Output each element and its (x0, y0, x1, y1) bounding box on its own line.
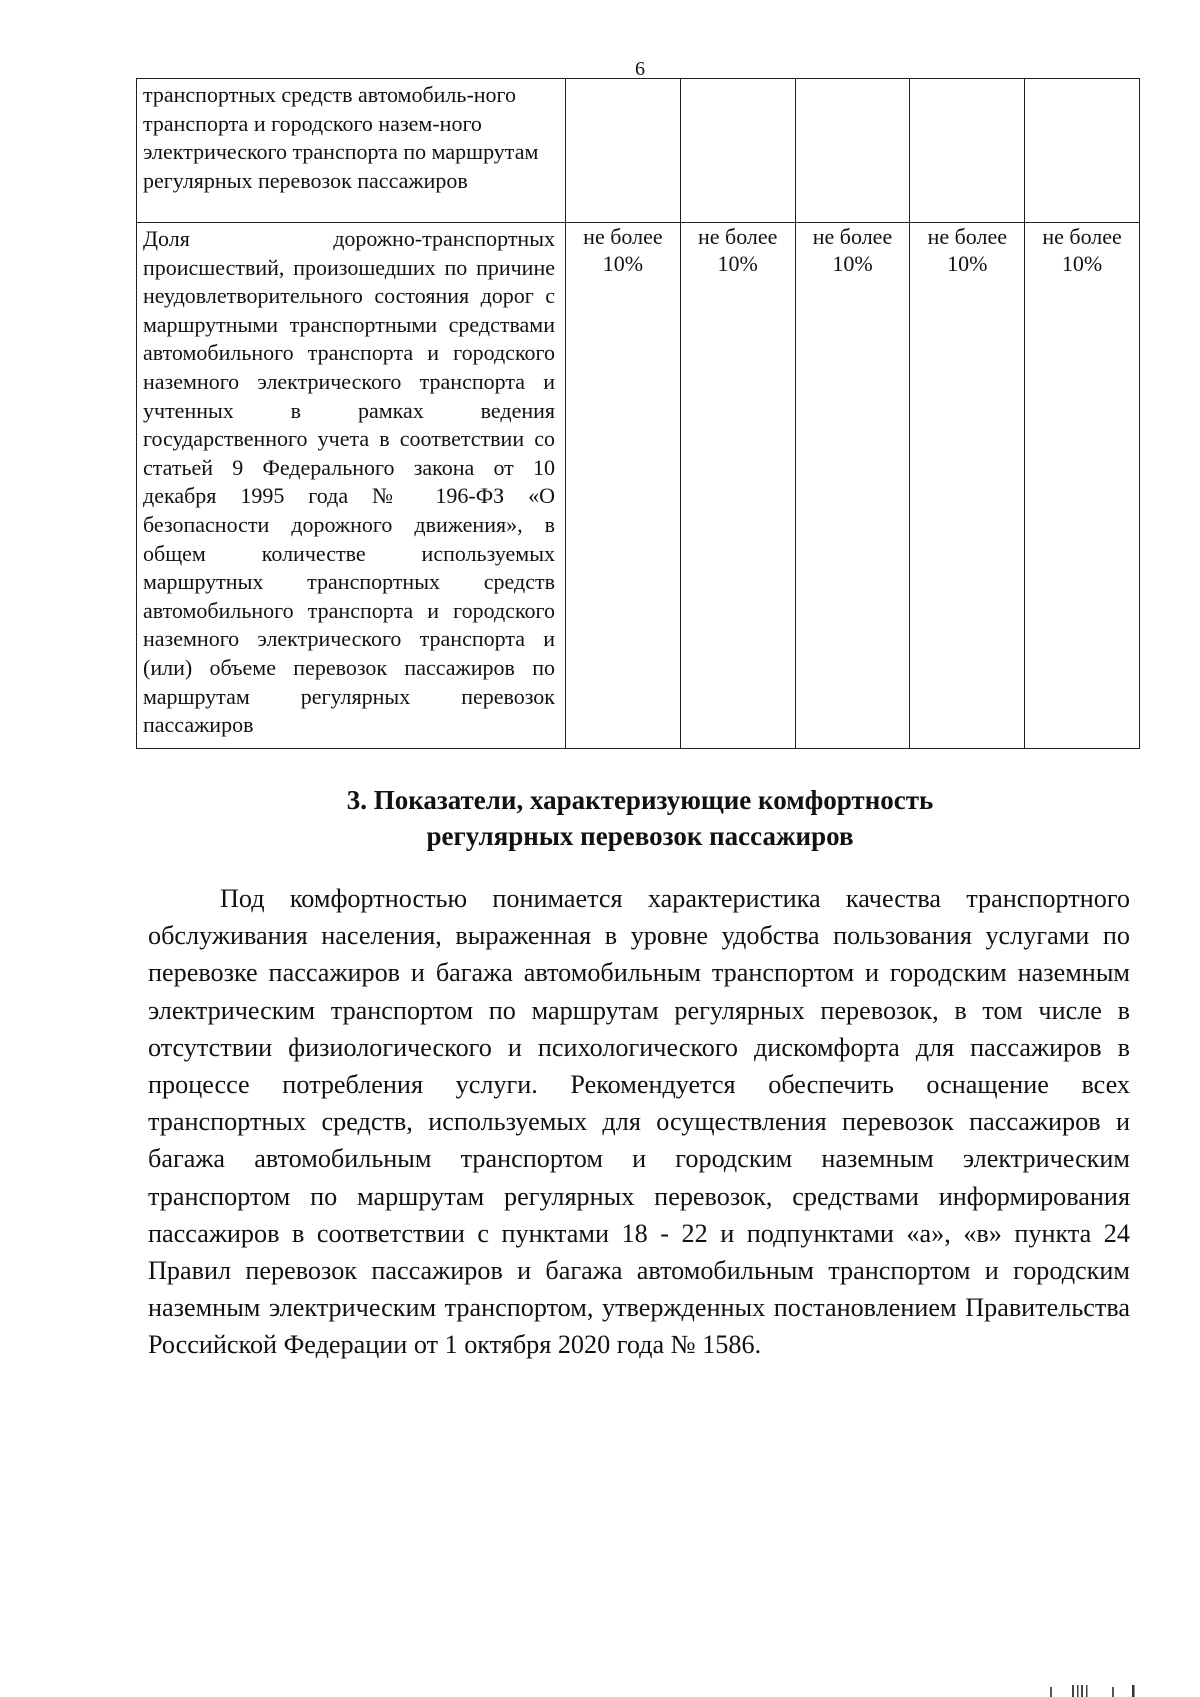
value-limit-label: не более (927, 224, 1008, 249)
value-limit-label: не более (583, 224, 663, 249)
value-cell (566, 223, 681, 749)
value-cell (680, 223, 795, 749)
value-cell (795, 223, 910, 749)
section-heading-line: регулярных перевозок пассажиров (426, 821, 854, 851)
page-number: 6 (635, 58, 645, 80)
table-row (137, 223, 1140, 749)
value-limit-label: не более (812, 224, 893, 249)
value-limit-label: не более (1042, 224, 1122, 249)
value-cell (1025, 223, 1140, 749)
value-percent: 10% (1061, 251, 1103, 276)
section-heading (0, 782, 1200, 854)
scan-barcode-mark (1050, 1681, 1140, 1697)
value-cell-empty (680, 79, 795, 223)
value-percent: 10% (602, 251, 644, 276)
indicators-table (136, 78, 1140, 749)
table-row (137, 79, 1140, 223)
value-cell (910, 223, 1025, 749)
value-percent: 10% (832, 251, 873, 276)
value-cell-empty (910, 79, 1025, 223)
value-percent: 10% (947, 251, 988, 276)
value-percent: 10% (717, 251, 758, 276)
body-paragraph: Под комфортностью понимается характеристика качества транспортного обслуживания населения, выраженная в уровне удобства пользования услугами по перевозке пассажиров и багажа автомобильным транспортом и городским наземным электрическим транспортом по маршрутам регулярных перевозок, в том числе в отсутствии физиологического и психологического дискомфорта для пассажиров в процессе потребления услуги. Рекомендуется обеспечить оснащение всех транспортных средств, используемых для осуществления перевозок пассажиров и багажа автомобильным транспортом и городским наземным электрическим транспортом по маршрутам регулярных перевозок, средствами информирования пассажиров в соответствии с пунктами 18 - 22 и подпунктами «а», «в» пункта 24 Правил перевозок пассажиров и багажа автомобильным транспортом и городским наземным электрическим транспортом, утвержденных постановлением Правительства Российской Федерации от 1 октября 2020 года № 1586. (148, 884, 1130, 1360)
value-cell-empty (1025, 79, 1140, 223)
indicator-description: транспортных средств автомобиль-ного транспорта и городского назем-ного электрического транспорта по маршрутам регулярных перевозок пассажиров (137, 79, 566, 223)
section-heading-line: 3. Показатели, характеризующие комфортность (346, 785, 934, 815)
indicator-description: Доля дорожно-транспортных происшествий, произошедших по причине неудовлетворительного состояния дорог с маршрутными транспортными средствами автомобильного транспорта и городского наземного электрического транспорта и учтенных в рамках ведения государственного учета в соответствии со статьей 9 Федерального закона от 10 декабря 1995 года № 196-ФЗ «О безопасности дорожного движения», в общем количестве используемых маршрутных транспортных средств автомобильного транспорта и городского наземного электрического транспорта и (или) объеме перевозок пассажиров по маршрутам регулярных перевозок пассажиров (137, 223, 566, 749)
value-cell-empty (566, 79, 681, 223)
value-limit-label: не более (697, 224, 778, 249)
value-cell-empty (795, 79, 910, 223)
